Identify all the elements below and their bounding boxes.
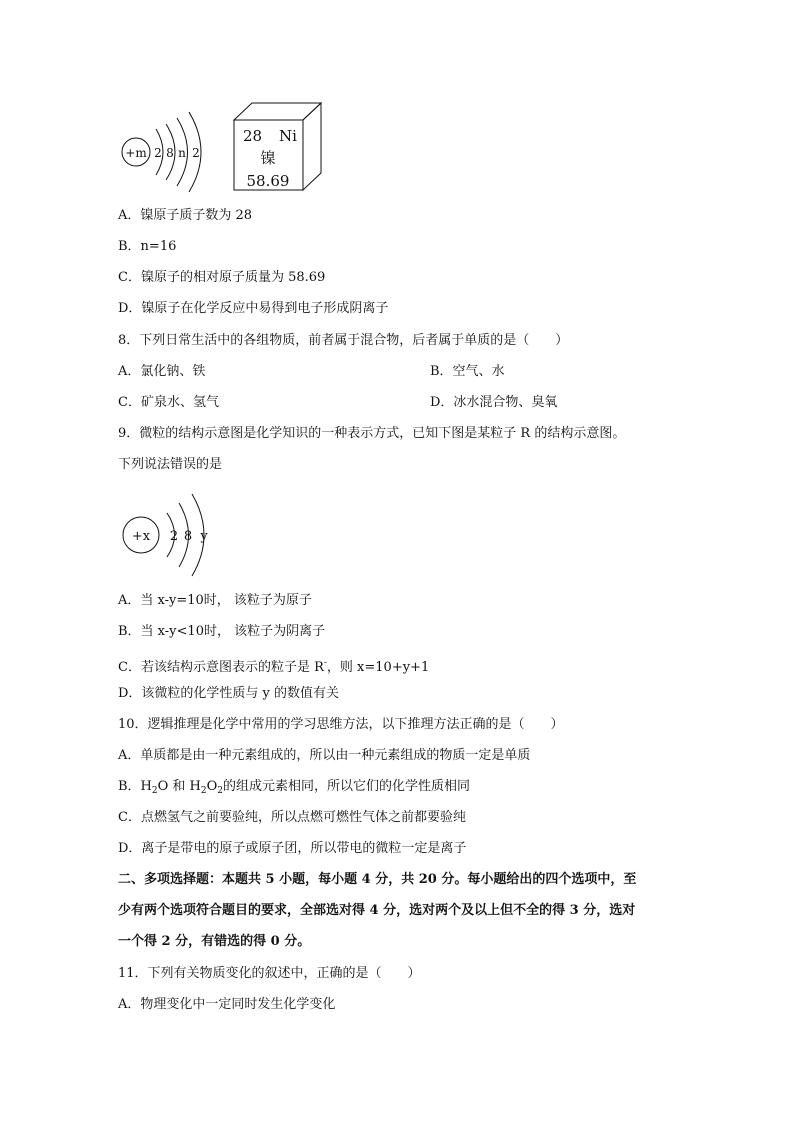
q7-option-c: C．镍原子的相对原子质量为 58.69 xyxy=(118,270,326,285)
r-shell-count-2: 8 xyxy=(183,529,193,544)
section2-heading-line2: 少有两个选项符合题目的要求，全部选对得 4 分，选对两个及以上但不全的得 3 分，选对 xyxy=(118,903,636,918)
q8-option-b: B．空气、水 xyxy=(430,364,505,379)
element-box-front xyxy=(234,120,303,190)
ni-shell-count-4: 2 xyxy=(192,146,200,160)
q10-b-part2: O 和 H xyxy=(157,779,201,794)
q11-stem: 11．下列有关物质变化的叙述中，正确的是（ ） xyxy=(118,966,421,981)
q8-option-d: D．冰水混合物、臭氧 xyxy=(430,395,558,410)
q9-option-b: B．当 x-y<10时， 该粒子为阴离子 xyxy=(118,624,326,639)
r-shell-arc-2 xyxy=(179,503,189,567)
q9-option-c-prefix: C．若该结构示意图表示的粒子是 R xyxy=(118,660,324,675)
ni-nucleus-label: +m xyxy=(125,146,147,160)
ni-shell-arc-2 xyxy=(166,124,175,180)
q10-b-part3: O xyxy=(206,779,218,794)
element-box-side xyxy=(303,103,321,190)
q10-b-part1: B．H xyxy=(118,779,152,794)
r-nucleus-circle xyxy=(123,517,159,553)
q11-option-a: A．物理变化中一定同时发生化学变化 xyxy=(118,997,336,1012)
ni-nucleus-circle xyxy=(122,138,150,166)
q10-b-part4: 的组成元素相同，所以它们的化学性质相同 xyxy=(223,779,471,794)
q8-option-c: C．矿泉水、氢气 xyxy=(118,395,219,410)
q9-stem-line1: 9．微粒的结构示意图是化学知识的一种表示方式，已知下图是某粒子 R 的结构示意图。 xyxy=(118,426,626,441)
q9-option-c-suffix: ，则 x=10+y+1 xyxy=(326,660,430,675)
q10-option-d: D．离子是带电的原子或原子团，所以带电的微粒一定是离子 xyxy=(118,841,467,856)
r-shell-count-3: y xyxy=(200,529,208,544)
q9-option-a: A．当 x-y=10时， 该粒子为原子 xyxy=(118,593,312,608)
q10-stem: 10．逻辑推理是化学中常用的学习思维方法，以下推理方法正确的是（ ） xyxy=(118,717,564,732)
element-box-top xyxy=(234,103,321,120)
q7-option-a: A．镍原子质子数为 28 xyxy=(118,208,253,223)
ni-shell-arc-1 xyxy=(156,129,163,175)
q9-option-d: D．该微粒的化学性质与 y 的数值有关 xyxy=(118,686,340,701)
element-name: 镍 xyxy=(260,149,276,167)
ni-shell-arc-4 xyxy=(189,112,201,192)
q8-stem: 8．下列日常生活中的各组物质，前者属于混合物，后者属于单质的是（ ） xyxy=(118,333,569,348)
element-mass: 58.69 xyxy=(246,172,290,190)
r-shell-count-1: 2 xyxy=(169,529,179,544)
q10-option-a: A．单质都是由一种元素组成的，所以由一种元素组成的物质一定是单质 xyxy=(118,748,531,763)
element-symbol: Ni xyxy=(279,127,297,145)
q10-b-sub2: 2 xyxy=(200,786,207,796)
q8-option-a: A．氯化钠、铁 xyxy=(118,364,206,379)
ni-shell-arc-3 xyxy=(177,118,188,186)
element-atomic-number: 28 xyxy=(243,127,263,145)
q7-option-b: B．n=16 xyxy=(118,239,177,254)
section2-heading-line1: 二、多项选择题：本题共 5 小题，每小题 4 分，共 20 分。每小题给出的四个选项中，至 xyxy=(118,872,637,887)
q10-b-sub1: 2 xyxy=(151,786,158,796)
r-shell-arc-3 xyxy=(192,494,204,576)
q9-stem-line2: 下列说法错误的是 xyxy=(118,457,223,472)
q9-option-c xyxy=(118,654,429,677)
q10-option-b xyxy=(118,778,470,800)
q10-b-sub3: 2 xyxy=(217,786,224,796)
r-nucleus-label: +x xyxy=(131,529,151,544)
r-shell-arc-1 xyxy=(167,513,175,557)
ni-shell-count-3: n xyxy=(178,146,186,160)
q10-option-c: C．点燃氢气之前要验纯，所以点燃可燃性气体之前都要验纯 xyxy=(118,810,466,825)
ni-shell-count-2: 8 xyxy=(166,146,174,160)
q9-option-c-charge: - xyxy=(323,658,327,668)
section2-heading-line3: 一个得 2 分，有错选的得 0 分。 xyxy=(118,934,311,949)
ni-shell-count-1: 2 xyxy=(154,146,162,160)
q7-option-d: D．镍原子在化学反应中易得到电子形成阴离子 xyxy=(118,301,389,316)
